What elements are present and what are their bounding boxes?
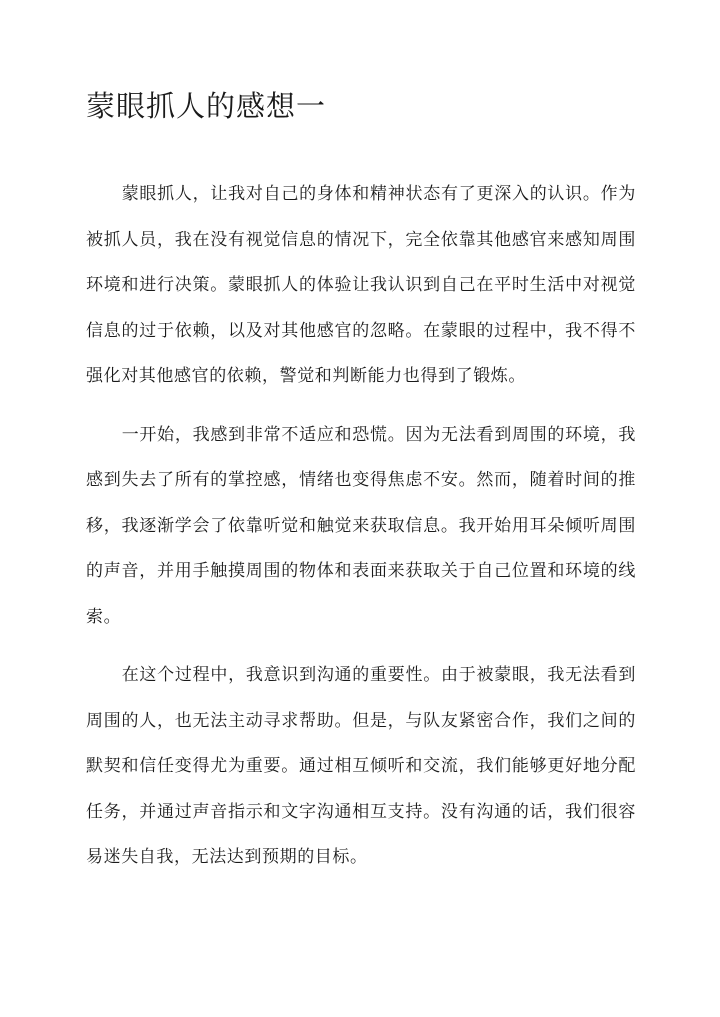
paragraph-3: 在这个过程中，我意识到沟通的重要性。由于被蒙眼，我无法看到周围的人，也无法主动寻求帮助。但是，与队友紧密合作，我们之间的默契和信任变得尤为重要。通过相互倾听和交流，我们能够更好地分配任务，并通过声音指示和文字沟通相互支持。没有沟通的话，我们很容易迷失自我，无法达到预期的目标。 [86,665,636,867]
paragraph-1: 蒙眼抓人，让我对自己的身体和精神状态有了更深入的认识。作为被抓人员，我在没有视觉信息的情况下，完全依靠其他感官来感知周围环境和进行决策。蒙眼抓人的体验让我认识到自己在平时生活中对视觉信息的过于依赖，以及对其他感官的忽略。在蒙眼的过程中，我不得不强化对其他感官的依赖，警觉和判断能力也得到了锻炼。 [86,184,636,386]
document-body [86,172,636,894]
document-title: 蒙眼抓人的感想一 [86,89,327,123]
paragraph-2: 一开始，我感到非常不适应和恐慌。因为无法看到周围的环境，我感到失去了所有的掌控感，情绪也变得焦虑不安。然而，随着时间的推移，我逐渐学会了依靠听觉和触觉来获取信息。我开始用耳朵倾听周围的声音，并用手触摸周围的物体和表面来获取关于自己位置和环境的线索。 [86,424,636,627]
